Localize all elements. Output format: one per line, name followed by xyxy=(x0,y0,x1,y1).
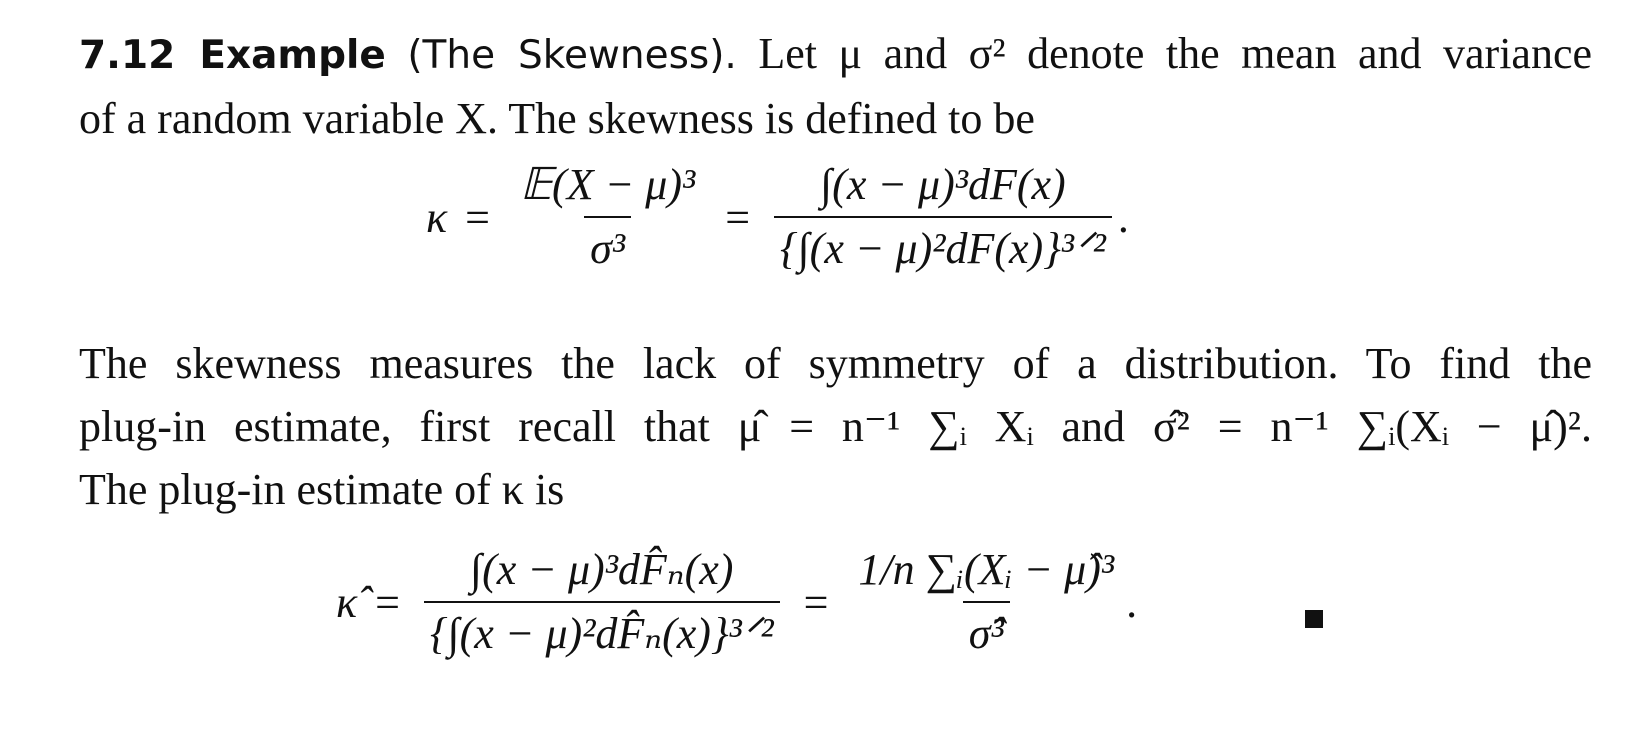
p1-line-1-text: Let μ and σ² denote the mean and variance xyxy=(758,29,1593,78)
eq1-frac2-numerator: ∫(x − μ)³dF(x) xyxy=(820,160,1066,209)
paragraph-definition xyxy=(79,22,1592,150)
eq2-frac2-numerator: 1/n ∑ᵢ(Xᵢ − μ̂)³ xyxy=(858,545,1115,594)
eq1-fraction-1 xyxy=(514,160,701,274)
eq2-equals-1: = xyxy=(375,577,400,627)
example-heading: 7.12 Example xyxy=(79,33,386,78)
p1-line-2: of a random variable X. The skewness is defined to be xyxy=(79,94,1035,143)
eq2-frac2-denominator: σ̂³ xyxy=(963,601,1010,659)
eq1-frac1-numerator: 𝔼(X − μ)³ xyxy=(519,160,696,209)
p1-line-1 xyxy=(79,22,1592,87)
eq2-lhs: κ̂ xyxy=(336,577,358,627)
p2-line-3: The plug-in estimate of κ is xyxy=(79,465,565,514)
eq2-frac1-numerator: ∫(x − μ)³dF̂ₙ(x) xyxy=(470,545,734,594)
equation-plugin-estimate xyxy=(336,545,1137,659)
equation-skewness xyxy=(426,160,1129,274)
eq1-period: . xyxy=(1117,192,1129,242)
paragraph-plugin xyxy=(79,332,1592,521)
eq1-lhs: κ xyxy=(426,192,448,242)
eq2-fraction-2 xyxy=(852,545,1120,659)
eq1-frac1-denominator: σ³ xyxy=(584,216,631,274)
eq1-frac2-denominator: {∫(x − μ)²dF(x)}³ᐟ² xyxy=(774,216,1112,274)
eq2-period: . xyxy=(1126,577,1138,627)
p2-line-1: The skewness measures the lack of symmetry of a distribution. To find the xyxy=(79,339,1592,388)
eq1-equals-2: = xyxy=(725,192,751,242)
p2-line-2: plug-in estimate, first recall that μ̂ = n⁻¹ ∑ᵢ Xᵢ and σ̂² = n⁻¹ ∑ᵢ(Xᵢ − μ̂)². xyxy=(79,402,1592,451)
eq1-equals-1: = xyxy=(465,192,490,242)
eq2-frac1-denominator: {∫(x − μ)²dF̂ₙ(x)}³ᐟ² xyxy=(424,601,780,659)
example-subtitle: (The Skewness). xyxy=(407,33,737,78)
qed-square-icon xyxy=(1305,610,1323,628)
eq2-equals-2: = xyxy=(803,577,829,627)
eq1-fraction-2 xyxy=(774,160,1112,274)
eq2-fraction-1 xyxy=(424,545,780,659)
